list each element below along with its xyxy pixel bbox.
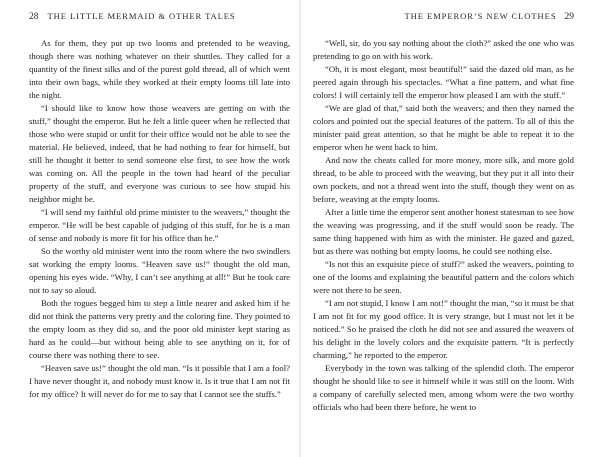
paragraph: “I should like to know how those weavers are getting on with the stuff,” thought the emperor. But he felt a little queer when he reflected that those who were stupid or unfit for their office would not be able to see the material. He believed, indeed, that he had nothing to fear for himself, but still he thought it better to send someone else first, to see how the work was coming on. All the people in the town had heard of the peculiar property of the stuff, and everyone was curious to see how stupid his neighbor might be. xyxy=(29,103,290,204)
paragraph: Everybody in the town was talking of the splendid cloth. The emperor thought he should like to see it himself while it was still on the loom. With a company of carefully selected men, among whom were the two worthy officials who had been there before, he went to xyxy=(313,363,574,412)
paragraph: “Oh, it is most elegant, most beautiful!” said the dazed old man, as he peered again through his spectacles. “What a fine pattern, and what fine colors! I will certainly tell the emperor how pleased I am with the stuff.” xyxy=(313,64,574,100)
paragraph: “We are glad of that,” said both the weavers; and then they named the colors and pointed out the special features of the pattern. To all of this the minister paid great attention, so that he might be able to repeat it to the emperor when he went back to him. xyxy=(313,103,574,152)
right-page-body xyxy=(313,37,574,414)
paragraph: “I am not stupid, I know I am not!” thought the man, “so it must be that I am not fit for my good office. It is very strange, but I must not let it be noticed.” So he praised the cloth he did not see and assured the weavers of his delight in the lovely colors and the exquisite pattern. “It is perfectly charming,” he reported to the emperor. xyxy=(313,298,574,360)
paragraph: “Well, sir, do you say nothing about the cloth?” asked the one who was pretending to go on with his work. xyxy=(313,38,574,61)
paragraph: “Is not this an exquisite piece of stuff?” asked the weavers, pointing to one of the looms and explaining the beautiful pattern and the colors which were not there to be seen. xyxy=(313,259,574,295)
paragraph: “I will send my faithful old prime minister to the weavers,” thought the emperor. “He will be best capable of judging of this stuff, for he is a man of sense and nobody is more fit for his office than he.” xyxy=(29,207,290,243)
left-running-head: THE LITTLE MERMAID & OTHER TALES xyxy=(47,11,236,21)
paragraph: So the worthy old minister went into the room where the two swindlers sat working the empty looms. “Heaven save us!” thought the old man, opening his eyes wide. “Why, I can’t see anything at all!” But he took care not to say so aloud. xyxy=(29,246,290,295)
right-running-head: THE EMPEROR’S NEW CLOTHES xyxy=(404,11,557,21)
paragraph: And now the cheats called for more money, more silk, and more gold thread, to be able to proceed with the weaving, but they put it all into their own pockets, and not a thread went into the stuff, though they went on as before, weaving at the empty looms. xyxy=(313,155,574,204)
left-running-header xyxy=(29,11,290,27)
right-page xyxy=(300,0,600,457)
left-page-body xyxy=(29,37,290,401)
left-page-number: 28 xyxy=(29,12,39,22)
right-page-number: 29 xyxy=(564,12,574,22)
paragraph: “Heaven save us!” thought the old man. “Is it possible that I am a fool? I have never thought it, and nobody must know it. Is it true that I am not fit for my office? It will never do for me to say that I cannot see the stuffs.” xyxy=(29,363,290,399)
paragraph: After a little time the emperor sent another honest statesman to see how the weaving was progressing, and if the stuff would soon be ready. The same thing happened with him as with the minister. He gazed and gazed, but as there was nothing but empty looms, he could see nothing else. xyxy=(313,207,574,256)
paragraph: As for them, they put up two looms and pretended to be weaving, though there was nothing whatever on their shuttles. They called for a quantity of the finest silks and of the purest gold thread, all of which went into their own bags, while they worked at their empty looms till late into the night. xyxy=(29,38,290,100)
paragraph: Both the rogues begged him to step a little nearer and asked him if he did not think the patterns very pretty and the coloring fine. They pointed to the empty loom as they did so, and the poor old minister kept staring as hard as he could—but without being able to see anything on it, for of course there was nothing there to see. xyxy=(29,298,290,360)
right-running-header xyxy=(313,11,574,27)
